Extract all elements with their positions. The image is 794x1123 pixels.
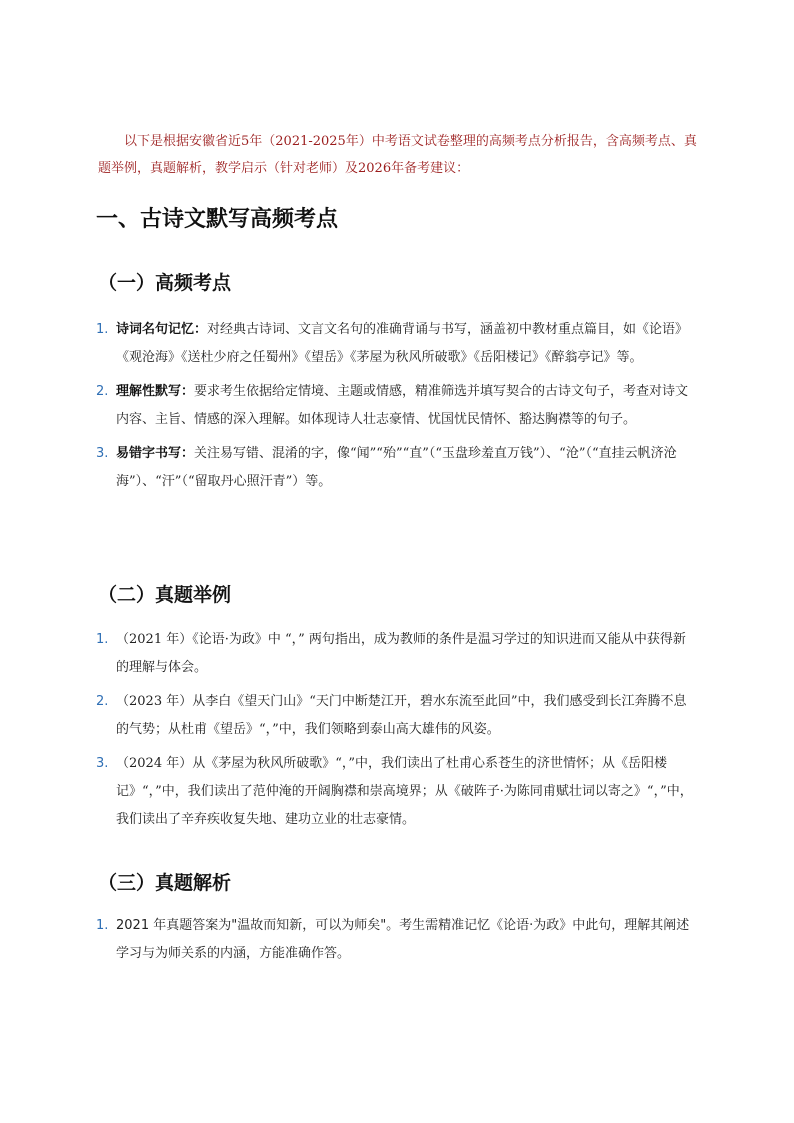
list-item [96,316,696,372]
key-points-list [96,316,696,502]
exam-analysis-list [96,912,696,974]
item-heading: 易错字书写： [116,446,195,461]
item-text: （2023 年）从李白《望天门山》“天门中断楚江开，碧水东流至此回”中，我们感受到长江奔腾不息的气势；从杜甫《望岳》“，”中，我们领略到泰山高大雄伟的风姿。 [116,694,687,737]
item-text: （2021 年）《论语·为政》中 “，” 两句指出，成为教师的条件是温习学过的知识进而又能从中获得新的理解与体会。 [116,632,686,675]
list-item [96,378,696,434]
list-number: 3. [96,756,109,771]
intro-paragraph [98,128,698,182]
subsection-heading-exam-examples: （二）真题举例 [98,584,232,606]
item-text: 关注易写错、混淆的字，像“闻”“殆”“直”（“玉盘珍羞直万钱”）、“沧”（“直挂云帆济沧海”）、“汗”（“留取丹心照汗青”）等。 [116,446,677,489]
item-text: 2021 年真题答案为"温故而知新，可以为师矣"。考生需精准记忆《论语·为政》中此句，理解其阐述学习与为师关系的内涵，方能准确作答。 [116,918,690,961]
list-item [96,440,696,496]
item-text: 对经典古诗词、文言文名句的准确背诵与书写，涵盖初中教材重点篇目，如《论语》《观沧海》《送杜少府之任蜀州》《望岳》《茅屋为秋风所破歌》《岳阳楼记》《醉翁亭记》等。 [116,322,689,365]
list-item [96,912,696,968]
list-number: 1. [96,632,109,647]
list-number: 1. [96,918,109,933]
item-text: 要求考生依据给定情境、主题或情感，精准筛选并填写契合的古诗文句子，考查对诗文内容、主旨、情感的深入理解。如体现诗人壮志豪情、忧国忧民情怀、豁达胸襟等的句子。 [116,384,689,427]
item-heading: 诗词名句记忆： [116,322,208,337]
list-item [96,750,696,834]
section-heading: 一、古诗文默写高频考点 [96,207,339,232]
list-item [96,626,696,682]
list-item [96,688,696,744]
list-number: 1. [96,322,109,337]
intro-text: 以下是根据安徽省近5年（2021-2025年）中考语文试卷整理的高频考点分析报告，含高频考点、真题举例，真题解析，教学启示（针对老师）及2026年备考建议： [98,134,697,176]
subsection-heading-exam-analysis: （三）真题解析 [98,872,232,894]
list-number: 2. [96,694,109,709]
list-number: 3. [96,446,109,461]
list-number: 2. [96,384,109,399]
item-text: （2024 年）从《茅屋为秋风所破歌》“，”中，我们读出了杜甫心系苍生的济世情怀；从《岳阳楼记》“，”中，我们读出了范仲淹的开阔胸襟和崇高境界；从《破阵子·为陈同甫赋壮词以寄之》“，”中，我们读出了辛弃疾收复失地、建功立业的壮志豪情。 [116,756,693,827]
subsection-heading-key-points: （一）高频考点 [98,272,232,294]
item-heading: 理解性默写： [116,384,195,399]
exam-examples-list [96,626,696,840]
